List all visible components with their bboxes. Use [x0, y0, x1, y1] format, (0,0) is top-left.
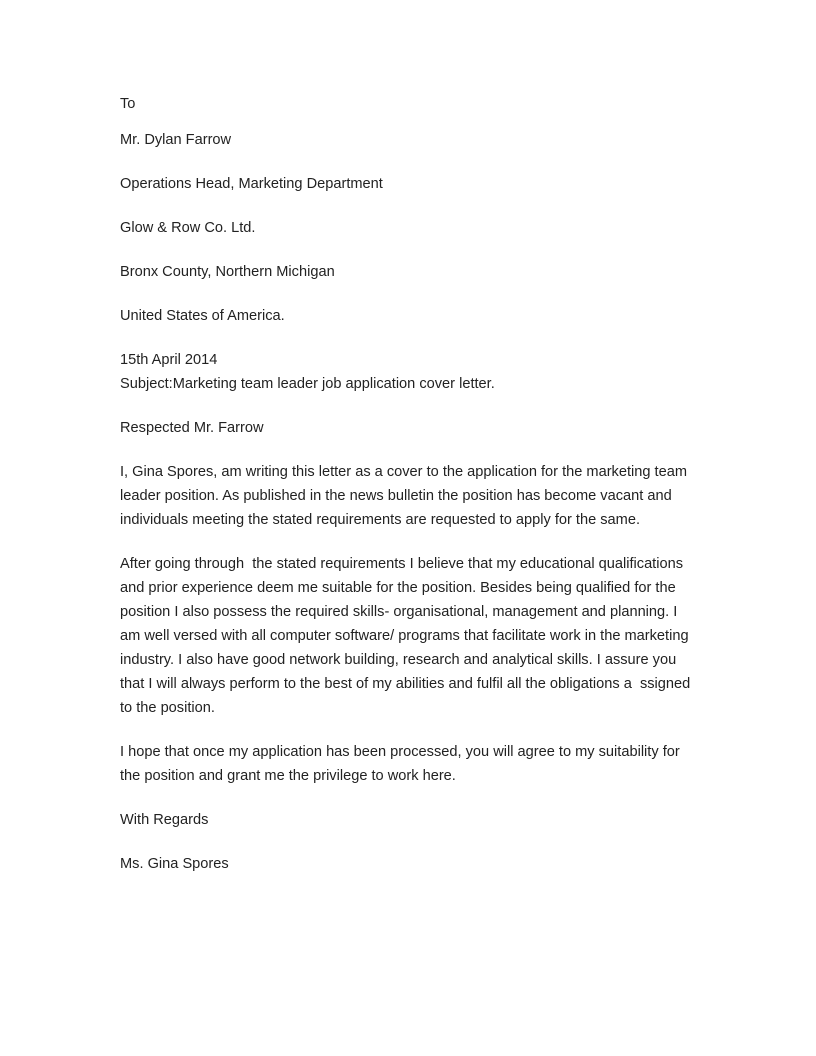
body-paragraph-1	[120, 460, 700, 532]
letter-subject: Subject:Marketing team leader job application cover letter.	[120, 376, 495, 392]
paragraph-line: After going through the stated requirements I believe that my educational qualifications	[120, 556, 684, 572]
paragraph-line: I hope that once my application has been processed, you will agree to my suitability for	[120, 744, 680, 760]
paragraph-line: the position and grant me the privilege to work here.	[120, 768, 456, 784]
paragraph-line: and prior experience deem me suitable for the position. Besides being qualified for the	[120, 580, 676, 596]
paragraph-line: position I also possess the required skills- organisational, management and planning. I	[120, 604, 678, 620]
paragraph-line: leader position. As published in the news bulletin the position has become vacant and	[120, 488, 672, 504]
recipient-location: Bronx County, Northern Michigan	[120, 264, 335, 280]
recipient-country: United States of America.	[120, 308, 285, 324]
letter-signature: Ms. Gina Spores	[120, 856, 229, 872]
recipient-title: Operations Head, Marketing Department	[120, 176, 383, 192]
letter-greeting: Respected Mr. Farrow	[120, 420, 264, 436]
paragraph-line: individuals meeting the stated requirements are requested to apply for the same.	[120, 512, 640, 528]
letter-closing: With Regards	[120, 812, 209, 828]
letter-date: 15th April 2014	[120, 352, 218, 368]
body-paragraph-3	[120, 740, 700, 788]
paragraph-line: that I will always perform to the best of my abilities and fulfil all the obligations a ssigned	[120, 676, 691, 692]
paragraph-line: I, Gina Spores, am writing this letter as a cover to the application for the marketing team	[120, 464, 687, 480]
recipient-company: Glow & Row Co. Ltd.	[120, 220, 256, 236]
recipient-name: Mr. Dylan Farrow	[120, 132, 232, 148]
to-label: To	[120, 96, 136, 112]
body-paragraph-2	[120, 552, 700, 720]
paragraph-line: am well versed with all computer software/ programs that facilitate work in the marketing	[120, 628, 689, 644]
paragraph-line: to the position.	[120, 700, 215, 716]
paragraph-line: industry. I also have good network building, research and analytical skills. I assure you	[120, 652, 677, 668]
